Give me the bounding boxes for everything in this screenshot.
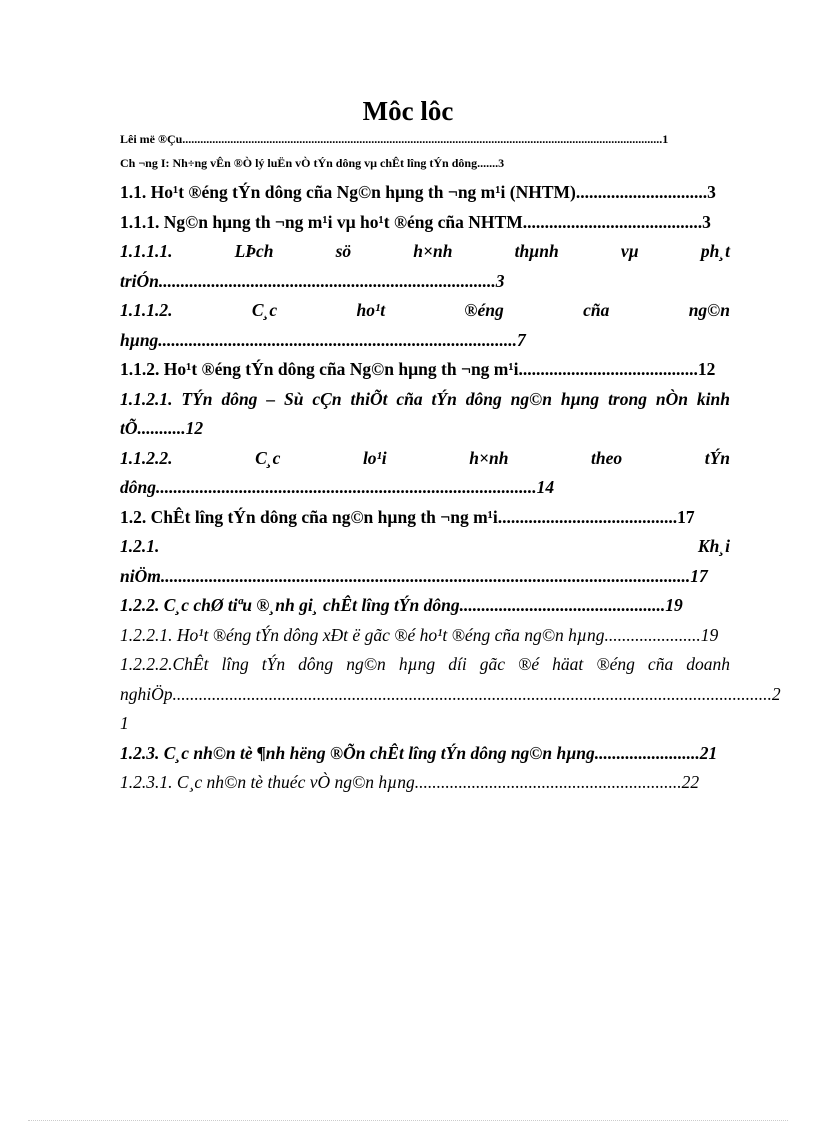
toc-entry-1-1-1-1[interactable]: 1.1.1.1. LÞch sö h×nh thµnh vµ ph¸t triÓn.............................................................................3 xyxy=(120,241,730,291)
toc-entry-1-1-2[interactable]: 1.1.2. Ho¹t ®éng tÝn dông cña Ng©n hµng th ¬ng m¹i.........................................12 xyxy=(120,359,716,379)
toc-entry-1-1-1[interactable]: 1.1.1. Ng©n hµng th ¬ng m¹i vµ ho¹t ®éng cña NHTM.........................................3 xyxy=(120,211,711,232)
toc-entry-1-2-1[interactable]: 1.2.1. Kh¸i niÖm.........................................................................................................................17 xyxy=(120,536,730,586)
toc-entry-chapter-1[interactable]: Ch ¬ng I: Nh÷ng vÊn ®Ò lý luËn vÒ tÝn dông vµ chÊt lîng tÝn dông.......3 xyxy=(120,156,505,170)
toc-entry-1-2-3-1[interactable]: 1.2.3.1. C¸c nh©n tè thuéc vÒ ng©n hµng.............................................................22 xyxy=(120,772,700,792)
toc-entry-1-2-2-2[interactable]: 1.2.2.2.ChÊt lîng tÝn dông ng©n hµng díi gãc ®é häat ®éng cña doanh nghiÖp.........................................................................................................................................2 1 xyxy=(120,654,781,733)
table-of-contents xyxy=(120,132,781,798)
toc-entry-1-2-2-1[interactable]: 1.2.2.1. Ho¹t ®éng tÝn dông xÐt ë gãc ®é ho¹t ®éng cña ng©n hµng......................19 xyxy=(120,624,719,645)
toc-entry-1-1-2-1[interactable]: 1.1.2.1. TÝn dông – Sù cÇn thiÕt cña tÝn dông ng©n hµng trong nÒn kinh tÕ...........12 xyxy=(120,388,730,438)
toc-entry-1-1-2-2[interactable]: 1.1.2.2. C¸c lo¹i h×nh theo tÝn dông.......................................................................................14 xyxy=(120,447,730,497)
toc-entry-1-2-3[interactable]: 1.2.3. C¸c nh©n tè ¶nh hëng ®Õn chÊt lîng tÝn dông ng©n hµng........................21 xyxy=(120,742,718,763)
page-edge-divider xyxy=(28,1120,788,1121)
toc-entry-1-1-1-2[interactable]: 1.1.1.2. C¸c ho¹t ®éng cña ng©n hµng..................................................................................7 xyxy=(120,300,730,350)
toc-entry-1-1[interactable]: 1.1. Ho¹t ®éng tÝn dông cña Ng©n hµng th ¬ng m¹i (NHTM)..............................3 xyxy=(120,182,716,202)
toc-entry-intro[interactable]: Lêi më ®Çu................................................................................................................................................................1 xyxy=(120,132,669,146)
page-title: Môc lôc xyxy=(362,96,454,126)
toc-entry-1-2[interactable]: 1.2. ChÊt lîng tÝn dông cña ng©n hµng th ¬ng m¹i.........................................17 xyxy=(120,506,695,527)
toc-entry-1-2-2[interactable]: 1.2.2. C¸c chØ tiªu ®¸nh gi¸ chÊt lîng tÝn dông...............................................19 xyxy=(120,595,683,615)
